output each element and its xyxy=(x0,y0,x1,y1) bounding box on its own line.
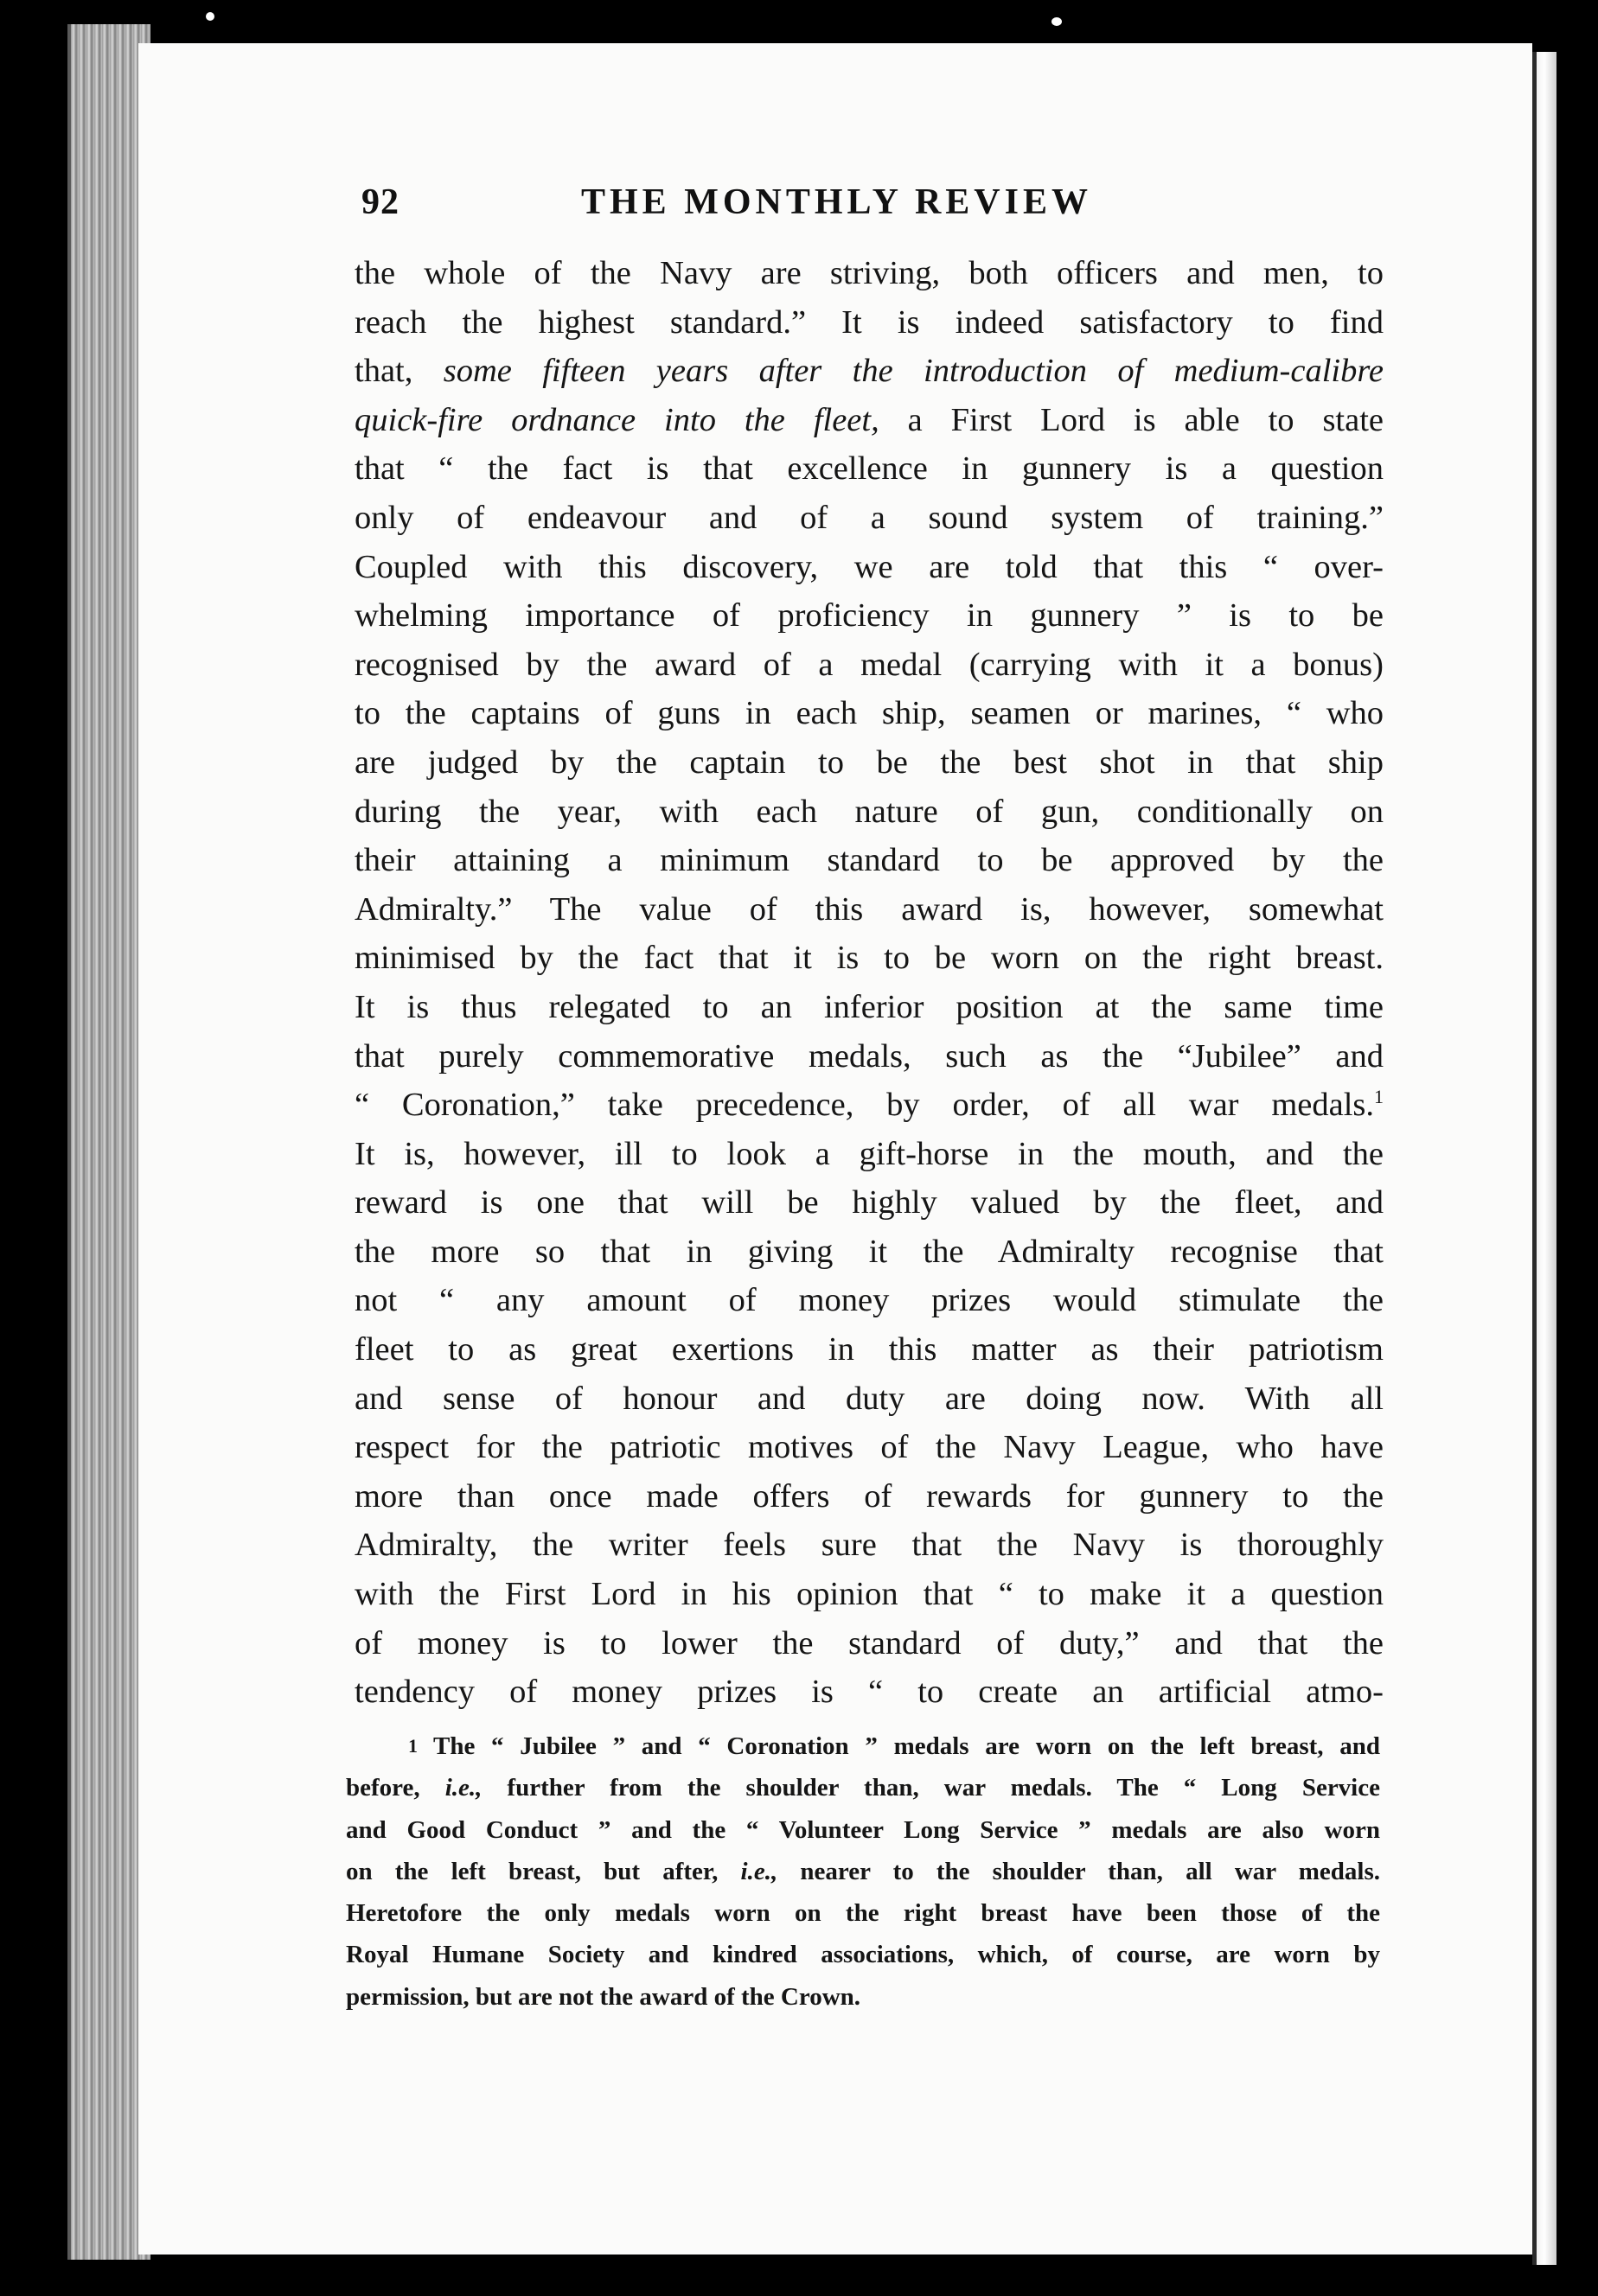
text-line: minimised by the fact that it is to be worn on the right breast. xyxy=(355,940,1384,977)
text-line: Admiralty.” The value of this award is, however, somewhat xyxy=(355,890,1384,928)
text-line: reward is one that will be highly valued by the fleet, and xyxy=(355,1184,1384,1221)
running-title: THE MONTHLY REVIEW xyxy=(581,182,1092,222)
text-line: not “ any amount of money prizes would stimulate the xyxy=(355,1282,1384,1319)
text-line: recognised by the award of a medal (carrying with it a bonus) xyxy=(355,646,1384,683)
italic-quotation: some fifteen years after the introduction of medium-calibre xyxy=(443,353,1384,390)
running-header xyxy=(361,182,1226,233)
text-line: during the year, with each nature of gun, conditionally on xyxy=(355,793,1384,830)
text-segment: a First Lord is able to state xyxy=(907,401,1384,438)
text-line: only of endeavour and of a sound system of training.” xyxy=(355,499,1384,536)
footnote-line xyxy=(346,1767,1380,1808)
text-segment: before, xyxy=(346,1774,420,1802)
text-line: more than once made offers of rewards for gunnery to the xyxy=(355,1477,1384,1515)
footnote-line: Royal Humane Society and kindred associations, which, of course, are worn by xyxy=(346,1941,1380,1969)
footnote-mark: 1 xyxy=(408,1735,418,1757)
text-line: Coupled with this discovery, we are told that this “ over- xyxy=(355,548,1384,585)
text-segment: nearer to the shoulder than, all war medals. xyxy=(800,1857,1381,1885)
text-line: tendency of money prizes is “ to create an artificial atmo- xyxy=(355,1674,1384,1711)
text-line: with the First Lord in his opinion that “ to make it a question xyxy=(355,1576,1384,1613)
text-line: the more so that in giving it the Admiralty recognise that xyxy=(355,1233,1384,1270)
text-line: and sense of honour and duty are doing now. With all xyxy=(355,1380,1384,1417)
body-text xyxy=(355,249,1384,1717)
text-line: that purely commemorative medals, such as the “Jubilee” and xyxy=(355,1037,1384,1075)
footnote-line xyxy=(346,1725,1380,1767)
text-segment: that, xyxy=(355,353,413,390)
text-line: their attaining a minimum standard to be approved by the xyxy=(355,842,1384,879)
text-line xyxy=(355,347,1384,396)
text-line: to the captains of guns in each ship, seamen or marines, “ who xyxy=(355,695,1384,732)
text-segment: The “ Jubilee ” and “ Coronation ” medals are worn on the left breast, and xyxy=(433,1732,1380,1760)
text-line xyxy=(355,1081,1384,1130)
text-line: the whole of the Navy are striving, both officers and men, to xyxy=(355,255,1384,291)
text-segment: on the left breast, but after, xyxy=(346,1857,719,1885)
text-line: Admiralty, the writer feels sure that the Navy is thoroughly xyxy=(355,1527,1384,1564)
text-line: reach the highest standard.” It is indeed satisfactory to find xyxy=(355,303,1384,341)
text-line: It is thus relegated to an inferior position at the same time xyxy=(355,988,1384,1025)
text-line: that “ the fact is that excellence in gunnery is a question xyxy=(355,450,1384,488)
scan-speck xyxy=(206,12,214,21)
footnote-line xyxy=(346,1851,1380,1892)
italic-abbreviation: i.e., xyxy=(444,1774,483,1802)
text-segment: further from the shoulder than, war medals. The “ Long Service xyxy=(507,1774,1380,1802)
text-line: of money is to lower the standard of duty,” and that the xyxy=(355,1624,1384,1661)
footnote-line: Heretofore the only medals worn on the right breast have been those of the xyxy=(346,1899,1380,1928)
scan-speck xyxy=(1051,17,1062,26)
italic-quotation: quick-fire ordnance into the fleet, xyxy=(355,401,879,438)
footnote-line: permission, but are not the award of the Crown. xyxy=(346,1982,861,2011)
italic-abbreviation: i.e., xyxy=(740,1857,778,1885)
text-line: whelming importance of proficiency in gunnery ” is to be xyxy=(355,597,1384,635)
text-line: respect for the patriotic motives of the Navy League, who have xyxy=(355,1429,1384,1466)
text-line: are judged by the captain to be the best shot in that ship xyxy=(355,743,1384,781)
footnote-line: and Good Conduct ” and the “ Volunteer Long Service ” medals are also worn xyxy=(346,1815,1380,1844)
page-number: 92 xyxy=(361,182,400,222)
facing-page-shadow xyxy=(1532,52,1537,2265)
text-line: fleet to as great exertions in this matter as their patriotism xyxy=(355,1331,1384,1368)
footnote-reference: 1 xyxy=(1374,1086,1384,1108)
text-line xyxy=(355,396,1384,445)
text-line: It is, however, ill to look a gift-horse in the mouth, and the xyxy=(355,1135,1384,1172)
text-segment: “ Coronation,” take precedence, by order, of all war medals. xyxy=(355,1087,1374,1124)
footnote xyxy=(346,1725,1380,2018)
